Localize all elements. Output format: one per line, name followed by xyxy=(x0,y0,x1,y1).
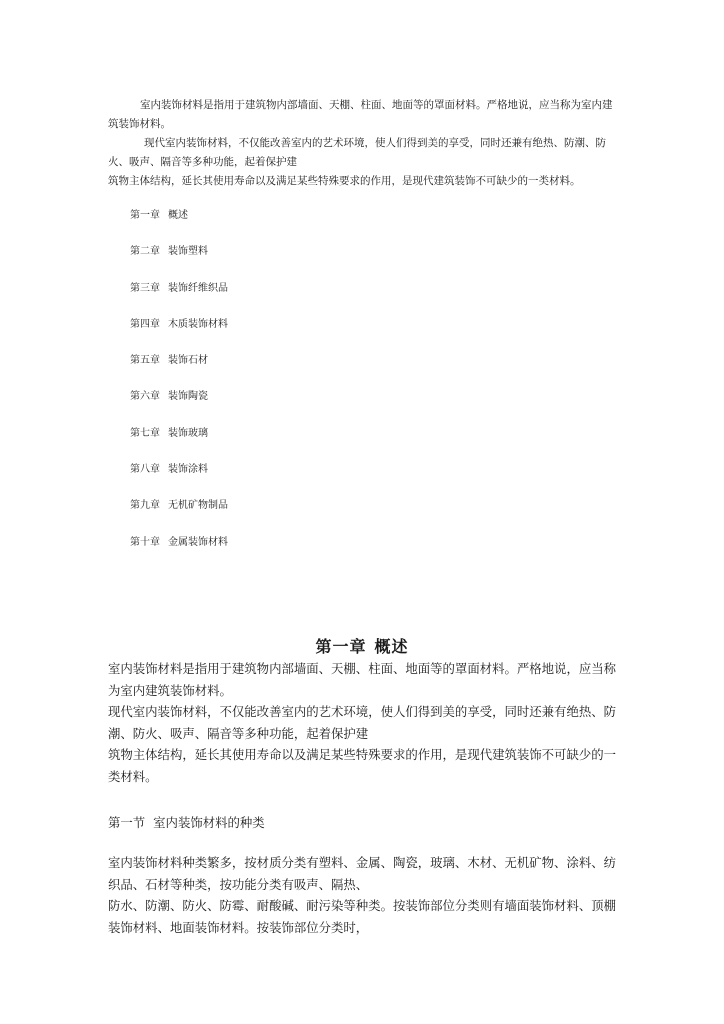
toc-chapter-number: 第二章 xyxy=(130,246,160,258)
chapter-heading-title: 概述 xyxy=(374,637,409,656)
section-paragraph-2: 防水、防潮、防火、防霉、耐酸碱、耐污染等种类。按装饰部位分类则有墙面装饰材料、顶棚装饰材料、地面装饰材料。按装饰部位分类时， xyxy=(108,898,617,935)
toc-chapter-number: 第四章 xyxy=(130,318,160,330)
toc-chapter-number: 第十章 xyxy=(130,536,160,548)
toc-item xyxy=(130,206,228,242)
section-heading-number: 第一节 xyxy=(108,815,146,830)
toc-item xyxy=(130,460,228,496)
toc-chapter-number: 第一章 xyxy=(130,210,160,221)
toc-item xyxy=(130,315,228,351)
toc-chapter-title: 木质装饰材料 xyxy=(168,318,228,330)
chapter-paragraph-3: 筑物主体结构，延长其使用寿命以及满足某些特殊要求的作用，是现代建筑装饰不可缺少的一类材料。 xyxy=(108,747,617,784)
chapter-body xyxy=(108,658,622,787)
toc-chapter-number: 第九章 xyxy=(130,500,160,512)
toc-chapter-title: 装饰陶瓷 xyxy=(168,391,208,403)
section-heading xyxy=(108,812,265,833)
toc-item xyxy=(130,424,228,460)
toc-chapter-title: 装饰塑料 xyxy=(168,246,208,258)
toc-chapter-title: 概述 xyxy=(168,210,188,221)
toc-item xyxy=(130,351,228,387)
toc-chapter-title: 无机矿物制品 xyxy=(168,500,228,512)
chapter-paragraph-2: 现代室内装饰材料，不仅能改善室内的艺术环境，使人们得到美的享受，同时还兼有绝热、防潮、防火、吸声、隔音等多种功能，起着保护建 xyxy=(108,704,617,741)
toc-item xyxy=(130,496,228,532)
toc-chapter-number: 第五章 xyxy=(130,355,160,367)
section-body xyxy=(108,852,622,938)
toc-chapter-title: 装饰玻璃 xyxy=(168,427,208,439)
chapter-heading-number: 第一章 xyxy=(315,637,367,656)
toc-chapter-title: 金属装饰材料 xyxy=(168,536,228,548)
toc-chapter-title: 装饰纤维织品 xyxy=(168,282,228,294)
intro-section xyxy=(108,96,622,191)
toc-item xyxy=(130,242,228,278)
chapter-paragraph-1: 室内装饰材料是指用于建筑物内部墙面、天棚、柱面、地面等的罩面材料。严格地说，应当称为室内建筑装饰材料。 xyxy=(108,661,617,698)
toc-chapter-number: 第八章 xyxy=(130,464,160,476)
section-heading-title: 室内装饰材料的种类 xyxy=(153,815,265,830)
toc-chapter-number: 第三章 xyxy=(130,282,160,294)
table-of-contents xyxy=(130,206,228,569)
toc-chapter-number: 第六章 xyxy=(130,391,160,403)
toc-chapter-number: 第七章 xyxy=(130,427,160,439)
toc-item xyxy=(130,387,228,423)
section-paragraph-1: 室内装饰材料种类繁多，按材质分类有塑料、金属、陶瓷，玻璃、木材、无机矿物、涂料、纺织品、石材等种类，按功能分类有吸声、隔热、 xyxy=(108,855,617,892)
intro-paragraph-2: 现代室内装饰材料，不仅能改善室内的艺术环境，使人们得到美的享受，同时还兼有绝热、防潮、防火、吸声、隔音等多种功能，起着保护建 xyxy=(108,137,606,168)
toc-item xyxy=(130,533,228,569)
intro-paragraph-1: 室内装饰材料是指用于建筑物内部墙面、天棚、柱面、地面等的罩面材料。严格地说，应当称为室内建筑装饰材料。 xyxy=(108,99,613,130)
chapter-heading xyxy=(0,636,724,658)
intro-paragraph-3: 筑物主体结构，延长其使用寿命以及满足某些特殊要求的作用，是现代建筑装饰不可缺少的一类材料。 xyxy=(108,175,581,187)
toc-chapter-title: 装饰涂料 xyxy=(168,464,208,476)
toc-chapter-title: 装饰石材 xyxy=(168,355,208,367)
toc-item xyxy=(130,279,228,315)
